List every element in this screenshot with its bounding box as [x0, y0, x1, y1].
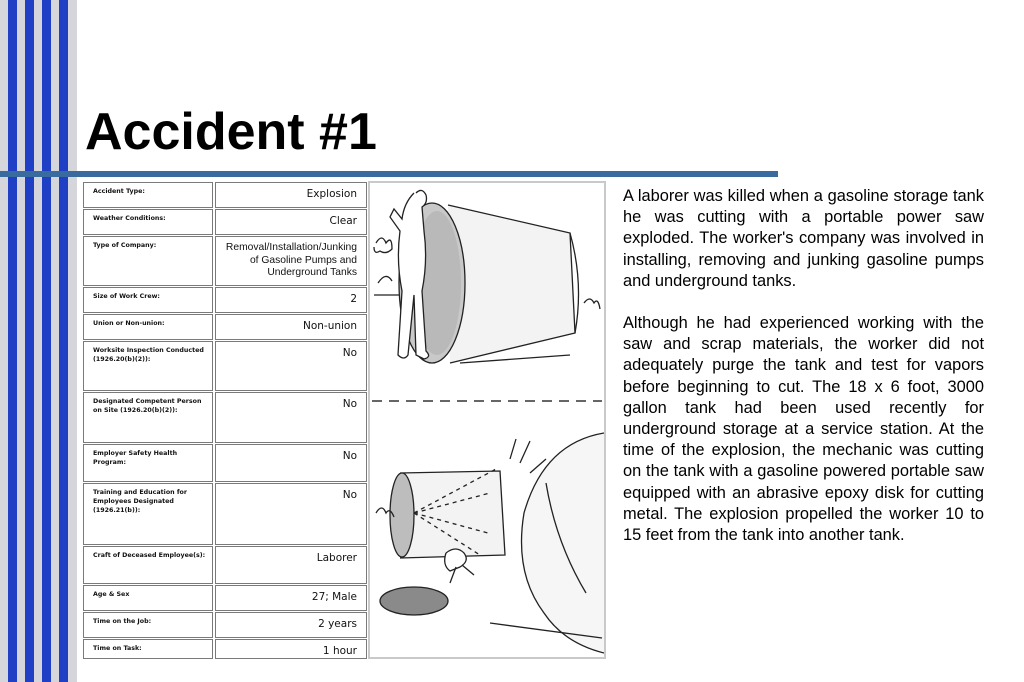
table-row: [83, 341, 367, 391]
row-value-cell: [215, 546, 367, 584]
stripe: [68, 0, 77, 682]
accident-drawing: [370, 183, 604, 657]
row-value: No: [342, 398, 357, 410]
row-value: 27; Male: [311, 591, 357, 603]
stripe: [59, 0, 68, 682]
stripe: [42, 0, 51, 682]
table-row: [83, 639, 367, 659]
row-value-cell: [215, 612, 367, 638]
stripe: [8, 0, 17, 682]
row-value: No: [342, 489, 357, 501]
row-value: Removal/Installation/Junking of Gasoline Pumps and Underground Tanks: [225, 242, 357, 278]
row-value: No: [342, 450, 357, 462]
row-label-cell: [83, 612, 213, 638]
table-row: [83, 444, 367, 482]
row-label-cell: [83, 287, 213, 313]
table-row: [83, 392, 367, 443]
row-label: Age & Sex: [93, 591, 130, 598]
row-value: Non-union: [302, 320, 357, 332]
row-label: Training and Education for Employees Designated (1926.21(b)):: [93, 489, 187, 514]
title-rule: [0, 171, 778, 177]
narrative-paragraph: Although he had experienced working with the saw and scrap materials, the worker did not adequately purge the tank and test for vapors before beginning to cut. The 18 x 6 foot, 3000 gallon tank had been used recently for underground storage at a service station. At the time of the explosion, the mechanic was cutting on the tank with a gasoline powered portable saw equipped with an abrasive epoxy disk for cutting metal. The explosion propelled the worker 10 to 15 feet from the tank into another tank.: [623, 314, 984, 545]
row-value-cell: [215, 444, 367, 482]
row-value-cell: [215, 483, 367, 545]
stripe: [51, 0, 59, 682]
row-value: Laborer: [316, 552, 357, 564]
row-value-cell: [215, 341, 367, 391]
row-label-cell: [83, 209, 213, 235]
row-value-cell: [215, 392, 367, 443]
row-value: 1 hour: [322, 645, 357, 657]
stripe: [34, 0, 42, 682]
row-label: Craft of Deceased Employee(s):: [93, 552, 206, 559]
accident-info-table: [83, 182, 367, 660]
row-label-cell: [83, 341, 213, 391]
table-row: [83, 612, 367, 638]
row-label: Size of Work Crew:: [93, 293, 160, 300]
stripe: [25, 0, 34, 682]
row-label-cell: [83, 639, 213, 659]
row-value: 2 years: [318, 618, 357, 630]
row-label: Weather Conditions:: [93, 215, 166, 222]
table-row: [83, 546, 367, 584]
row-label: Time on Task:: [93, 645, 142, 652]
row-label: Designated Competent Person on Site (1926.20(b)(2)):: [93, 398, 202, 414]
row-value-cell: [215, 287, 367, 313]
table-row: [83, 483, 367, 545]
row-value: Clear: [329, 215, 357, 227]
row-value-cell: [215, 314, 367, 340]
row-label: Employer Safety Health Program:: [93, 450, 178, 466]
row-value-cell: [215, 639, 367, 659]
bottom-scene: [376, 433, 604, 653]
table-row: [83, 314, 367, 340]
table-row: [83, 287, 367, 313]
narrative-paragraph: A laborer was killed when a gasoline storage tank he was cutting with a portable power saw exploded. The worker's company was involved in installing, removing and junking gasoline pumps and underground tanks.: [623, 187, 984, 290]
row-label: Time on the Job:: [93, 618, 152, 625]
table-row: [83, 182, 367, 208]
table-row: [83, 585, 367, 611]
row-value-cell: [215, 182, 367, 208]
row-value-cell: [215, 236, 367, 286]
row-value: No: [342, 347, 357, 359]
row-value: 2: [350, 293, 357, 305]
accident-narrative: [623, 186, 984, 546]
row-label: Union or Non-union:: [93, 320, 165, 327]
row-value-cell: [215, 585, 367, 611]
accident-illustration: [368, 181, 606, 659]
row-label: Type of Company:: [93, 242, 157, 249]
row-label-cell: [83, 444, 213, 482]
row-label-cell: [83, 483, 213, 545]
row-label: Accident Type:: [93, 188, 145, 195]
row-value-cell: [215, 209, 367, 235]
row-label-cell: [83, 182, 213, 208]
row-label-cell: [83, 546, 213, 584]
stripe: [17, 0, 25, 682]
table-row: [83, 209, 367, 235]
row-label-cell: [83, 392, 213, 443]
row-label: Worksite Inspection Conducted (1926.20(b)(2)):: [93, 347, 204, 363]
row-label-cell: [83, 585, 213, 611]
table-row: [83, 236, 367, 286]
top-scene: [374, 190, 600, 363]
row-value: Explosion: [306, 188, 357, 200]
row-label-cell: [83, 236, 213, 286]
slide-title: Accident #1: [85, 103, 377, 161]
stripe: [0, 0, 8, 682]
row-label-cell: [83, 314, 213, 340]
